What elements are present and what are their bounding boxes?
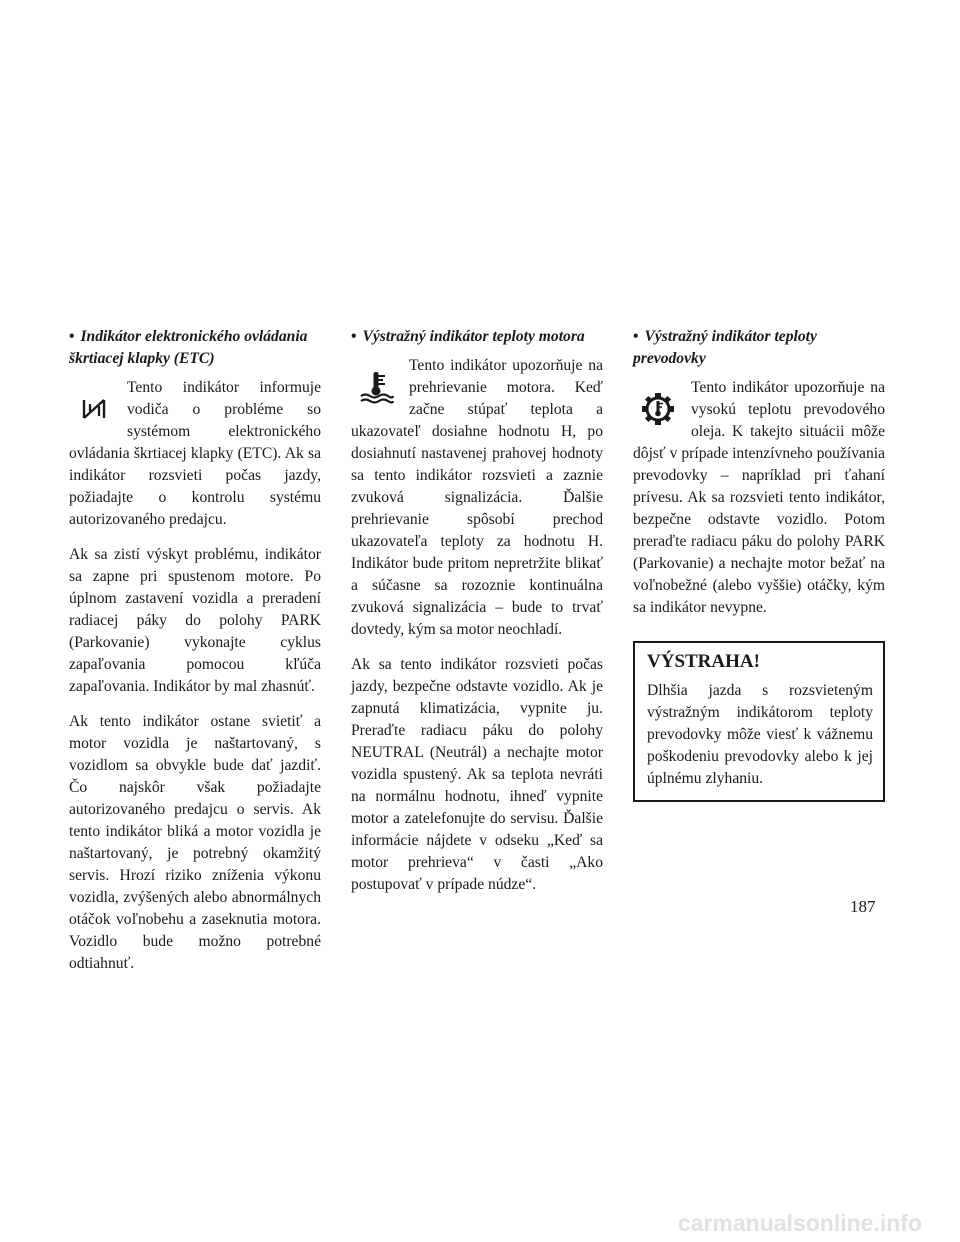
engine-temperature-icon: [351, 355, 401, 419]
page-number: 187: [850, 897, 876, 916]
heading-etc-text: Indikátor elektronického ovládania škrtiacej klapky (ETC): [69, 328, 308, 367]
column-etc: [69, 326, 321, 988]
warning-title: VÝSTRAHA!: [647, 651, 760, 672]
paragraph: Tento indikátor upozorňuje na prehrievanie motora. Keď začne stúpať teplota a ukazovateľ dosiahne hodnotu H, po dosiahnutí nastavenej prahovej hodnoty sa tento indikátor rozsvieti a zaznie zvuková signalizácia. Ďalšie prehrievanie spôsobí prechod ukazovateľa teploty za hodnotu H. Indikátor bude pritom nepretržite blikať a súčasne sa rozoznie kontinuálna zvuková signalizácia – bude to trvať dovtedy, kým sa motor neochladí.: [351, 357, 603, 638]
column-transmission-temp: [633, 326, 885, 802]
bullet: •: [351, 328, 357, 345]
bullet: •: [69, 328, 75, 345]
paragraph: Tento indikátor upozorňuje na vysokú teplotu prevodového oleja. K takejto situácii môže dôjsť v prípade intenzívneho používania prevodovky – napríklad pri ťahaní prívesu. Ak sa rozsvieti tento indikátor, bezpečne odstavte vozidlo. Potom preraďte radiacu páku do polohy PARK (Parkovanie) a nechajte motor bežať na voľnobežné (alebo vyššie) otáčky, kým sa indikátor nevypne.: [633, 379, 885, 616]
warning-text: Dlhšia jazda s rozsvieteným výstražným indikátorom teploty prevodovky môže viesť k vážnemu poškodeniu prevodovky alebo k jej úplnému zlyhaniu.: [647, 682, 873, 787]
bullet: •: [633, 328, 639, 345]
heading-engine-temp-text: Výstražný indikátor teploty motora: [362, 328, 585, 345]
paragraph: Tento indikátor informuje vodiča o probléme so systémom elektronického ovládania škrtiacej klapky (ETC). Ak sa indikátor rozsvieti počas jazdy, požiadajte o kontrolu systému autorizovaného predajcu.: [69, 379, 321, 528]
heading-transmission-temp: [633, 326, 885, 370]
paragraph: Ak sa tento indikátor rozsvieti počas jazdy, bezpečne odstavte vozidlo. Ak je zapnutá klimatizácia, vypnite ju. Preraďte radiacu páku do polohy NEUTRAL (Neutrál) a nechajte motor vozidla spustený. Ak sa teplota nevráti na normálnu hodnotu, ihneď vypnite motor a zatelefonujte do servisu. Ďalšie informácie nájdete v odseku „Keď sa motor prehrieva“ v časti „Ako postupovať v prípade núdze“.: [351, 656, 603, 893]
transmission-temperature-icon: [633, 377, 683, 441]
etc-throttle-icon: [69, 377, 119, 441]
paragraph: Ak sa zistí výskyt problému, indikátor sa zapne pri spustenom motore. Po úplnom zastavení vozidla a preradení radiacej páky do polohy PARK (Parkovanie) vykonajte cyklus zapaľovania pomocou kľúča zapaľovania. Indikátor by mal zhasnúť.: [69, 546, 321, 695]
paragraph: Ak tento indikátor ostane svietiť a motor vozidla je naštartovaný, s vozidlom sa obvykle bude dať jazdiť. Čo najskôr však požiadajte autorizovaného predajcu o servis. Ak tento indikátor bliká a motor vozidla je naštartovaný, je potrebný okamžitý servis. Hrozí riziko zníženia výkonu vozidla, zvýšených alebo abnormálnych otáčok voľnobehu a zaseknutia motora. Vozidlo bude možno potrebné odtiahnuť.: [69, 713, 321, 972]
heading-etc: [69, 326, 321, 370]
footer-watermark: carmanualsonline.info: [677, 1210, 922, 1236]
heading-engine-temp: [351, 326, 603, 348]
warning-box: [633, 641, 885, 802]
column-engine-temp: [351, 326, 603, 909]
heading-transmission-temp-text: Výstražný indikátor teploty prevodovky: [633, 328, 817, 367]
